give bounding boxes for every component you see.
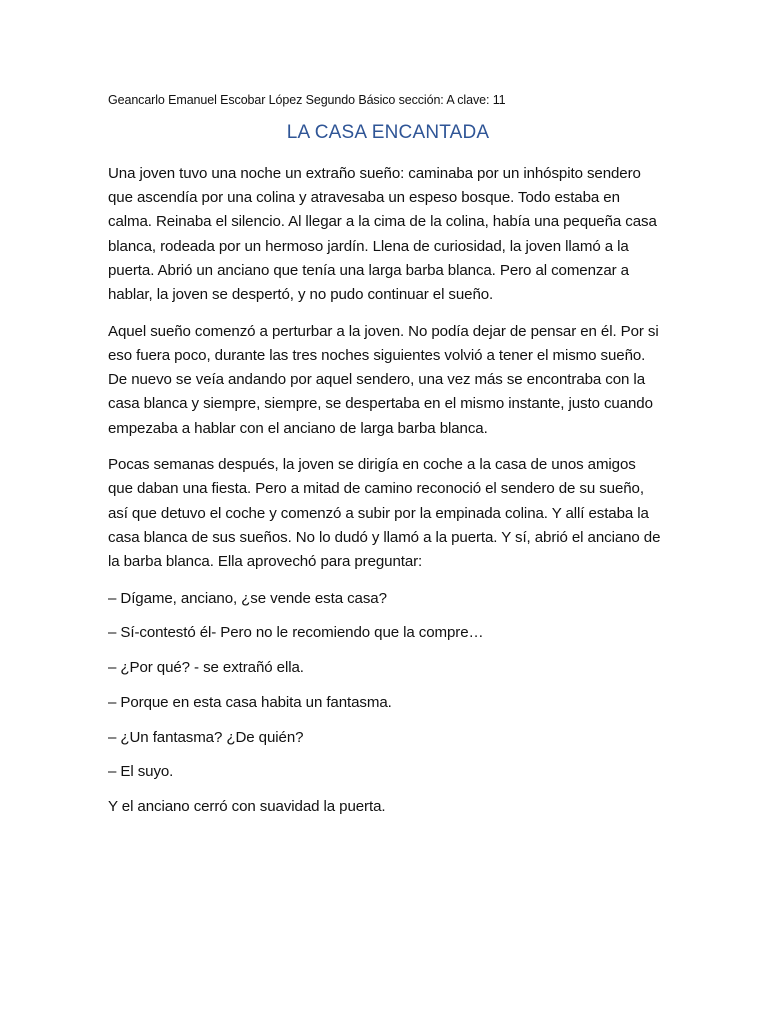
dialogue-line-4: – Porque en esta casa habita un fantasma. [108,693,392,711]
closing-line: Y el anciano cerró con suavidad la puerta. [108,797,386,815]
paragraph-3: Pocas semanas después, la joven se dirigía en coche a la casa de unos amigos que daban una fiesta. Pero a mitad de camino reconoció el sendero de su sueño, así que detuvo el coche y comenzó a subir por la empinada colina. Y allí estaba la casa blanca de sus sueños. No lo dudó y llamó a la puerta. Y sí, abrió el anciano de la barba blanca. Ella aprovechó para preguntar: [108,456,661,571]
dialogue-line-1: – Dígame, anciano, ¿se vende esta casa? [108,589,387,607]
dialogue-line-2: – Sí-contestó él- Pero no le recomiendo que la compre… [108,624,484,642]
dialogue-line-5: – ¿Un fantasma? ¿De quién? [108,728,304,746]
paragraph-2: Aquel sueño comenzó a perturbar a la joven. No podía dejar de pensar en él. Por si eso fuera poco, durante las tres noches siguientes volvió a tener el mismo sueño. De nuevo se veía andando por aquel sendero, una vez más se encontraba con la casa blanca y siempre, siempre, se despertaba en el mismo instante, justo cuando empezaba a hablar con el anciano de larga barba blanca. [108,322,659,437]
dialogue-line-6: – El suyo. [108,763,174,781]
document-body [108,162,664,830]
paragraph-1: Una joven tuvo una noche un extraño sueño: caminaba por un inhóspito sendero que ascendía por una colina y atravesaba un espeso bosque. Todo estaba en calma. Reinaba el silencio. Al llegar a la cima de la colina, había una pequeña casa blanca, rodeada por un hermoso jardín. Llena de curiosidad, la joven llamó a la puerta. Abrió un anciano que tenía una larga barba blanca. Pero al comenzar a hablar, la joven se despertó, y no pudo continuar el sueño. [108,165,657,304]
document-title: LA CASA ENCANTADA [286,122,490,143]
dialogue-line-3: – ¿Por qué? - se extrañó ella. [108,659,304,677]
student-header: Geancarlo Emanuel Escobar López Segundo Básico sección: A clave: 11 [108,93,506,107]
